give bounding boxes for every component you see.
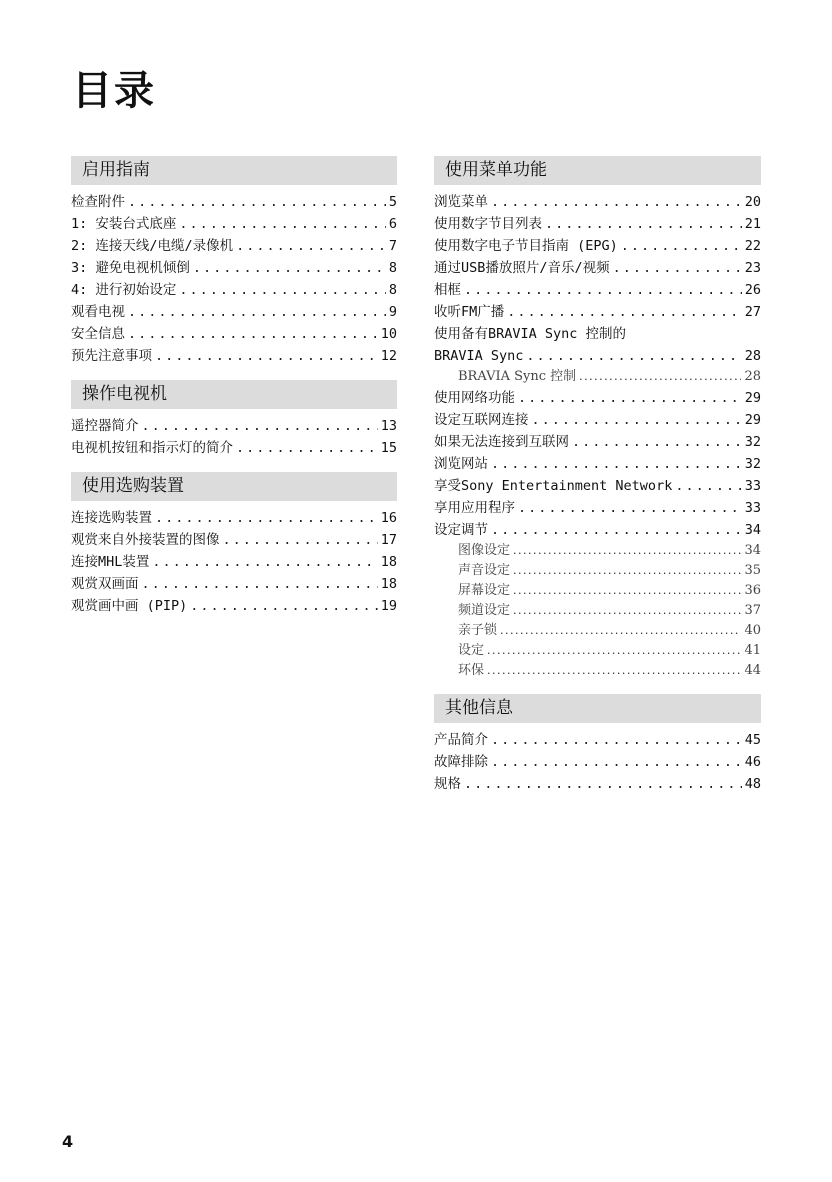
toc-section [434,694,761,795]
entry-page-number: 19 [380,598,397,614]
dot-leader [128,191,386,213]
dot-leader [513,601,741,621]
entry-title: 连接选购装置 [71,510,152,526]
toc-right-column [434,156,761,808]
entry-title: 使用数字节目列表 [434,216,542,232]
toc-subentry[interactable] [434,641,761,661]
toc-entry[interactable] [434,279,761,301]
entry-page-number: 40 [744,623,761,638]
dot-leader [193,257,386,279]
toc-entry[interactable] [434,431,761,453]
entry-page-number: 18 [380,554,397,570]
toc-entry[interactable] [434,257,761,279]
dot-leader [513,541,741,561]
section-header: 其他信息 [434,694,761,723]
toc-entry[interactable] [434,773,761,795]
entry-title: 观赏来自外接装置的图像 [71,532,220,548]
toc-entry[interactable] [71,415,397,437]
entry-title: 观赏双画面 [71,576,139,592]
dot-leader [142,573,378,595]
toc-subentry[interactable] [434,561,761,581]
toc-entry[interactable] [434,213,761,235]
entry-page-number: 21 [744,216,761,232]
entry-page-number: 17 [380,532,397,548]
toc-entry[interactable] [434,387,761,409]
dot-leader [152,551,377,573]
toc-entry[interactable] [434,409,761,431]
toc-subentry[interactable] [434,621,761,641]
dot-leader [621,235,742,257]
entry-page-number: 6 [388,216,397,232]
toc-entry[interactable] [434,729,761,751]
page-title: 目录 [72,68,156,114]
entry-title: 通过USB播放照片/音乐/视频 [434,260,610,276]
dot-leader [526,345,741,367]
toc-entry[interactable] [434,497,761,519]
dot-leader [128,323,378,345]
dot-leader [491,729,742,751]
entry-page-number: 16 [380,510,397,526]
entry-title: 享受Sony Entertainment Network [434,478,673,494]
entry-page-number: 35 [744,563,761,578]
toc-entry[interactable] [71,507,397,529]
dot-leader [236,437,378,459]
entry-page-number: 33 [744,500,761,516]
entry-title: 观看电视 [71,304,125,320]
dot-leader [487,641,741,661]
section-header: 启用指南 [71,156,397,185]
toc-entry[interactable] [71,301,397,323]
entry-title: 遥控器简介 [71,418,139,434]
entry-page-number: 23 [744,260,761,276]
section-header: 操作电视机 [71,380,397,409]
entry-page-number: 28 [744,369,761,384]
entry-title: 收听FM广播 [434,304,505,320]
dot-leader [491,519,742,541]
entry-title: 4: 进行初始设定 [71,282,177,298]
entry-title: 设定互联网连接 [434,412,529,428]
entry-title: 频道设定 [458,603,511,618]
entry-page-number: 48 [744,776,761,792]
entry-title: 电视机按钮和指示灯的简介 [71,440,233,456]
entry-title: 浏览菜单 [434,194,488,210]
dot-leader [464,773,742,795]
dot-leader [179,213,385,235]
entry-title: 产品简介 [434,732,488,748]
entry-title: 2: 连接天线/电缆/录像机 [71,238,234,254]
toc-subentry[interactable] [434,541,761,561]
toc-entry[interactable] [434,323,761,345]
entry-page-number: 26 [744,282,761,298]
dot-leader [572,431,742,453]
dot-leader [179,279,385,301]
entry-title: 亲子锁 [458,623,498,638]
toc-section [434,156,761,681]
entry-page-number: 33 [744,478,761,494]
toc-entry[interactable] [71,257,397,279]
toc-entry[interactable] [434,519,761,541]
entry-page-number: 27 [744,304,761,320]
entry-page-number: 7 [388,238,397,254]
toc-entry[interactable] [434,751,761,773]
entry-page-number: 13 [380,418,397,434]
toc-entry[interactable] [434,453,761,475]
dot-leader [532,409,742,431]
toc-subentry[interactable] [434,581,761,601]
entry-title: 使用网络功能 [434,390,515,406]
entry-title: 使用备有BRAVIA Sync 控制的 [434,326,627,342]
entry-title: BRAVIA Sync 控制 [458,369,577,384]
toc-subentry[interactable] [434,367,761,387]
toc-entry[interactable] [71,551,397,573]
dot-leader [155,507,378,529]
entry-title: 图像设定 [458,543,511,558]
entry-page-number: 41 [744,643,761,658]
dot-leader [236,235,386,257]
toc-left-column [71,156,397,630]
entry-page-number: 8 [388,282,397,298]
dot-leader [128,301,386,323]
entry-title: 声音设定 [458,563,511,578]
entry-page-number: 29 [744,390,761,406]
toc-entry[interactable] [71,191,397,213]
entry-page-number: 32 [744,434,761,450]
dot-leader [675,475,741,497]
entry-page-number: 32 [744,456,761,472]
toc-entry[interactable] [71,235,397,257]
entry-page-number: 18 [380,576,397,592]
entry-title: 预先注意事项 [71,348,152,364]
entry-page-number: 9 [388,304,397,320]
entry-page-number: 15 [380,440,397,456]
toc-entry[interactable] [434,475,761,497]
dot-leader [613,257,742,279]
toc-entry[interactable] [71,573,397,595]
entry-title: 环保 [458,663,485,678]
entry-page-number: 5 [388,194,397,210]
entry-title: 连接MHL装置 [71,554,150,570]
toc-entry[interactable] [71,279,397,301]
entry-page-number: 12 [380,348,397,364]
entry-page-number: 45 [744,732,761,748]
toc-entry[interactable] [434,345,761,367]
toc-entry[interactable] [71,529,397,551]
entry-page-number: 37 [744,603,761,618]
entry-page-number: 22 [744,238,761,254]
entry-page-number: 8 [388,260,397,276]
entry-title: 浏览网站 [434,456,488,472]
entry-title: 3: 避免电视机倾倒 [71,260,190,276]
toc-entry[interactable] [71,213,397,235]
dot-leader [518,387,742,409]
entry-title: 安全信息 [71,326,125,342]
dot-leader [507,301,741,323]
entry-title: 观赏画中画 (PIP) [71,598,188,614]
entry-page-number: 44 [744,663,761,678]
dot-leader [190,595,377,617]
entry-title: 设定调节 [434,522,488,538]
dot-leader [579,367,741,387]
entry-page-number: 29 [744,412,761,428]
entry-title: 设定 [458,643,485,658]
entry-title: 故障排除 [434,754,488,770]
toc-section [71,380,397,459]
entry-title: BRAVIA Sync [434,348,524,364]
toc-entry[interactable] [434,191,761,213]
entry-title: 相框 [434,282,461,298]
entry-title: 屏幕设定 [458,583,511,598]
toc-section [71,156,397,367]
entry-page-number: 34 [744,522,761,538]
entry-title: 享用应用程序 [434,500,515,516]
page-number: 4 [62,1132,74,1151]
dot-leader [545,213,742,235]
entry-page-number: 20 [744,194,761,210]
toc-entry[interactable] [434,235,761,257]
toc-subentry[interactable] [434,601,761,621]
dot-leader [223,529,378,551]
entry-page-number: 10 [380,326,397,342]
dot-leader [142,415,378,437]
dot-leader [155,345,378,367]
dot-leader [513,561,741,581]
dot-leader [513,581,741,601]
entry-title: 如果无法连接到互联网 [434,434,569,450]
dot-leader [491,453,742,475]
toc-entry[interactable] [71,323,397,345]
entry-title: 1: 安装台式底座 [71,216,177,232]
toc-subentry[interactable] [434,661,761,681]
entry-page-number: 46 [744,754,761,770]
toc-section [71,472,397,617]
dot-leader [491,191,742,213]
entry-page-number: 36 [744,583,761,598]
dot-leader [518,497,742,519]
entry-title: 检查附件 [71,194,125,210]
section-header: 使用选购装置 [71,472,397,501]
toc-entry[interactable] [71,437,397,459]
entry-page-number: 28 [744,348,761,364]
dot-leader [487,661,741,681]
toc-entry[interactable] [71,595,397,617]
entry-title: 规格 [434,776,461,792]
toc-entry[interactable] [71,345,397,367]
section-header: 使用菜单功能 [434,156,761,185]
entry-page-number: 34 [744,543,761,558]
entry-title: 使用数字电子节目指南 (EPG) [434,238,618,254]
dot-leader [500,621,741,641]
toc-entry[interactable] [434,301,761,323]
dot-leader [464,279,742,301]
dot-leader [491,751,742,773]
